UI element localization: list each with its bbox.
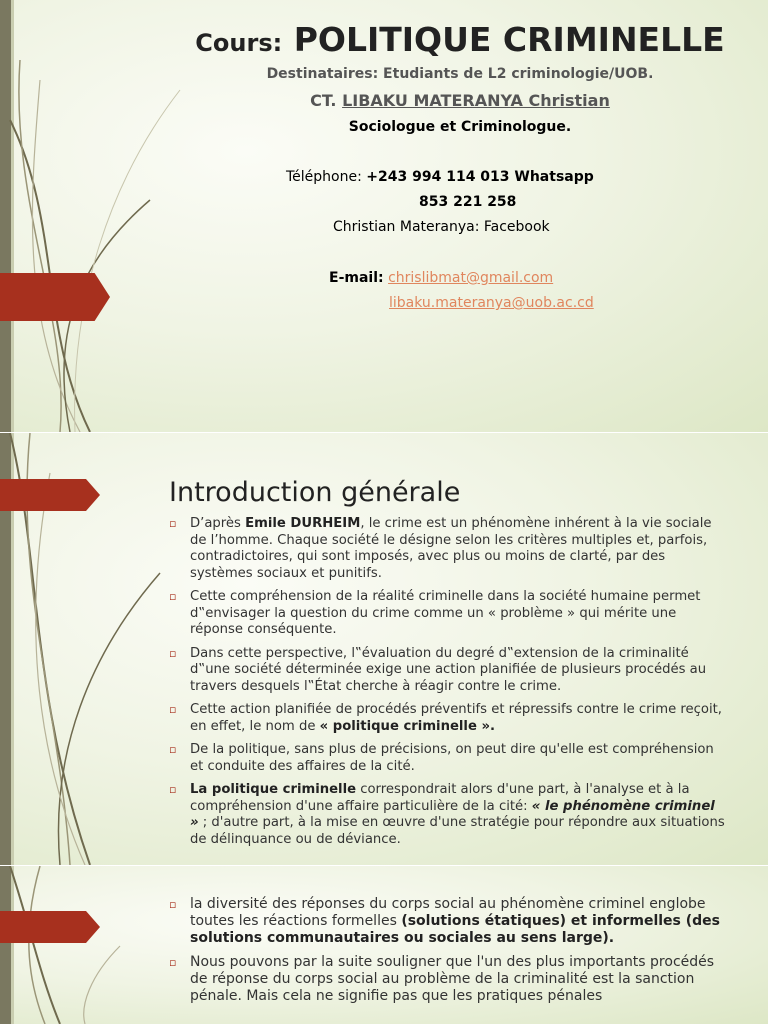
facebook-line: Christian Materanya: Facebook <box>333 219 550 235</box>
bullet-icon: ▫ <box>169 743 177 756</box>
list-item: ▫ Dans cette perspective, l‟évaluation du degré d‟extension de la criminalité d‟une société déterminée exige une action planifiée de plusieurs procédés au travers desquels l‟État cherche à réagir contre le crime. <box>169 645 707 694</box>
list-item: ▫ D’après Emile DURHEIM, le crime est un phénomène inhérent à la vie sociale de l’homme. Chaque société le désigne selon les critères multiples et, parfois, contradictoires, qui sont imposés, avec plus ou moins de clarté, par des systèmes sociaux et punitifs. <box>169 516 712 581</box>
bullet-icon: ▫ <box>169 783 177 796</box>
slide-introduction <box>0 433 768 865</box>
bullet-icon: ▫ <box>169 703 177 716</box>
decorative-curves <box>0 0 200 432</box>
red-arrow-marker <box>0 479 100 511</box>
list-item: ▫ Cette action planifiée de procédés préventifs et répressifs contre le crime reçoit, en effet, le nom de « politique criminelle ». <box>169 702 722 734</box>
list-item: ▫ la diversité des réponses du corps social au phénomène criminel englobe toutes les réactions formelles (solutions étatiques) et informelles (des solutions communautaires ou sociales au sens large). <box>169 896 720 946</box>
author-role: Sociologue et Criminologue. <box>348 119 572 135</box>
list-item: ▫ De la politique, sans plus de précisions, on peut dire qu'elle est compréhension et conduite des affaires de la cité. <box>169 742 714 774</box>
bullet-icon: ▫ <box>169 517 177 530</box>
bullet-icon: ▫ <box>169 646 177 660</box>
list-item: ▫ Nous pouvons par la suite souligner que l'un des plus importants procédés de réponse du corps social au problème de la criminalité est la sanction pénale. Mais cela ne signifie pas que les pratiques pénales <box>169 954 715 1004</box>
author-line: CT. LIBAKU MATERANYA Christian <box>310 91 610 110</box>
bullet-icon: ▫ <box>169 590 177 603</box>
slide-continuation <box>0 866 768 1024</box>
bullet-icon: ▫ <box>169 956 177 969</box>
phone-line: Téléphone: +243 994 114 013 Whatsapp <box>286 169 594 185</box>
continuation-bullet-list <box>169 896 725 1012</box>
section-heading: Introduction générale <box>169 477 461 508</box>
recipients-line: Destinataires: Etudiants de L2 criminologie/UOB. <box>266 66 654 82</box>
list-item: ▫ Cette compréhension de la réalité criminelle dans la société humaine permet d‟envisager la question du crime comme un « problème » qui mérite une réponse conséquente. <box>169 589 701 637</box>
phone-line-2: 853 221 258 <box>419 194 517 210</box>
email-link-1[interactable]: chrislibmat@gmail.com <box>388 270 554 286</box>
slide-title <box>0 0 768 432</box>
red-arrow-marker <box>0 273 110 321</box>
author-name: LIBAKU MATERANYA Christian <box>342 91 610 110</box>
page-title: Cours: POLITIQUE CRIMINELLE <box>195 20 725 59</box>
email-line: E-mail: chrislibmat@gmail.com <box>329 270 554 286</box>
email-link-2[interactable]: libaku.materanya@uob.ac.cd <box>389 295 594 311</box>
list-item: ▫ La politique criminelle correspondrait alors d'une part, à l'analyse et à la compréhension d'une affaire particulière de la cité: « le phénomène criminel » ; d'autre part, à la mise en œuvre d'une stratégie pour répondre aux situations de délinquance ou de déviance. <box>169 782 725 847</box>
bullet-icon: ▫ <box>169 898 177 911</box>
red-arrow-marker <box>0 911 100 943</box>
intro-bullet-list <box>169 516 725 855</box>
